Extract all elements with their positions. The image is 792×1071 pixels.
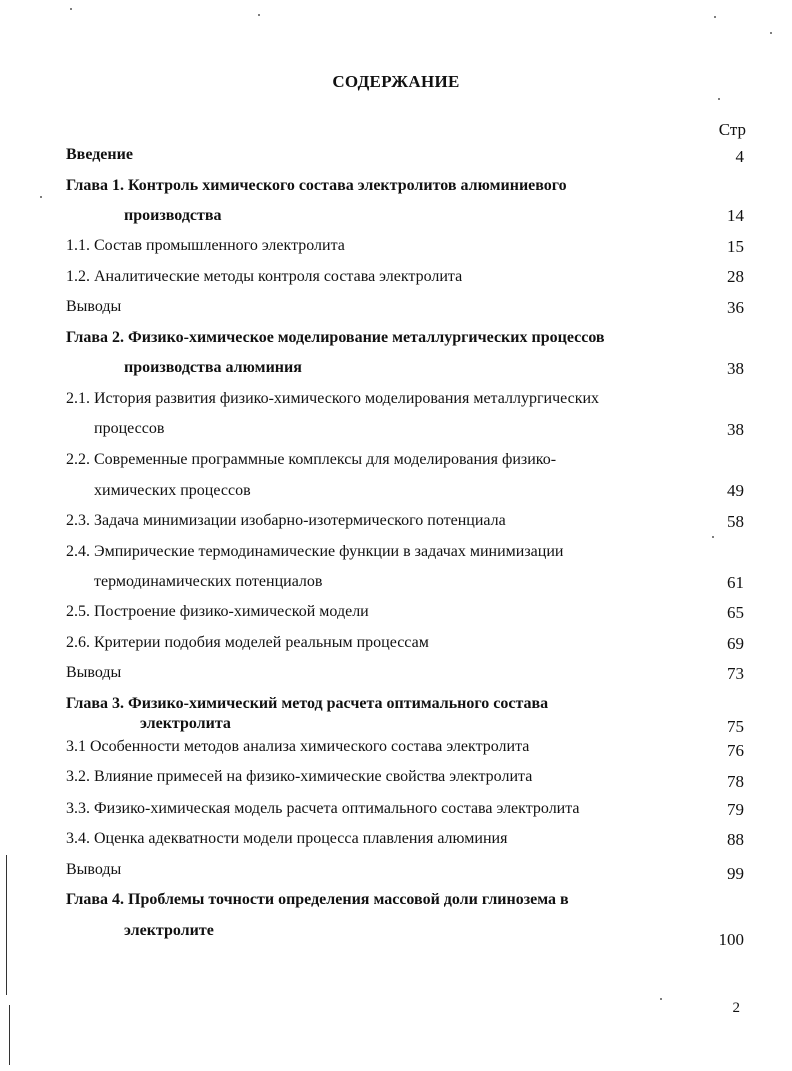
toc-page-3-2: 78 xyxy=(727,772,744,791)
scan-speck xyxy=(660,998,662,1000)
toc-entry-2-4-line2: термодинамических потенциалов xyxy=(94,573,323,590)
scan-speck xyxy=(40,196,42,198)
page-title: СОДЕРЖАНИЕ xyxy=(332,72,460,91)
toc-page-chapter-1: 14 xyxy=(727,206,744,225)
toc-entry-3-2: 3.2. Влияние примесей на физико-химические свойства электролита xyxy=(66,768,533,785)
toc-chapter-4-line2: электролите xyxy=(124,922,214,939)
scan-speck xyxy=(712,536,714,538)
toc-chapter-3-line2: электролита xyxy=(140,715,231,732)
toc-entry-3-4: 3.4. Оценка адекватности модели процесса плавления алюминия xyxy=(66,830,508,847)
scan-speck xyxy=(770,32,772,34)
toc-entry-conclusions-2: Выводы xyxy=(66,664,122,681)
toc-entry-conclusions-3: Выводы xyxy=(66,861,122,878)
toc-page-chapter-2: 38 xyxy=(727,359,744,378)
toc-entry-2-4-line1: 2.4. Эмпирические термодинамические функции в задачах минимизации xyxy=(66,543,564,560)
toc-entry-3-3: 3.3. Физико-химическая модель расчета оптимального состава электролита xyxy=(66,800,580,817)
toc-entry-intro: Введение xyxy=(66,146,133,163)
toc-page-2-6: 69 xyxy=(727,634,744,653)
scan-speck xyxy=(718,98,720,100)
footer-page-number: 2 xyxy=(732,1000,740,1016)
scan-speck xyxy=(70,8,72,10)
toc-page-conclusions-2: 73 xyxy=(727,664,744,683)
toc-page-chapter-3: 75 xyxy=(727,717,744,736)
toc-page-3-3: 79 xyxy=(727,800,744,819)
toc-page-2-3: 58 xyxy=(727,512,744,531)
toc-page-2-5: 65 xyxy=(727,603,744,622)
scan-speck xyxy=(714,16,716,18)
toc-entry-2-2-line2: химических процессов xyxy=(94,482,251,499)
toc-page-3-4: 88 xyxy=(727,830,744,849)
toc-page-2-2: 49 xyxy=(727,481,744,500)
toc-page-chapter-4: 100 xyxy=(718,930,744,949)
toc-entry-2-2-line1: 2.2. Современные программные комплексы для моделирования физико- xyxy=(66,451,557,468)
toc-entry-2-5: 2.5. Построение физико-химической модели xyxy=(66,603,369,620)
toc-entry-1-2: 1.2. Аналитические методы контроля состава электролита xyxy=(66,268,463,285)
toc-page-conclusions-1: 36 xyxy=(727,298,744,317)
toc-chapter-2-line2: производства алюминия xyxy=(124,359,302,376)
toc-page-intro: 4 xyxy=(735,147,744,166)
toc-page-1-2: 28 xyxy=(727,267,744,286)
toc-entry-2-1-line2: процессов xyxy=(94,420,165,437)
toc-page-3-1: 76 xyxy=(727,741,744,760)
toc-entry-conclusions-1: Выводы xyxy=(66,298,122,315)
toc-chapter-4-line1: Глава 4. Проблемы точности определения массовой доли глинозема в xyxy=(66,891,569,908)
page-column-label: Стр xyxy=(718,120,746,139)
toc-entry-1-1: 1.1. Состав промышленного электролита xyxy=(66,237,345,254)
scan-edge-line-lower xyxy=(9,1005,10,1065)
scan-speck xyxy=(258,14,260,16)
toc-chapter-3-line1: Глава 3. Физико-химический метод расчета оптимального состава xyxy=(66,695,549,712)
toc-entry-3-1: 3.1 Особенности методов анализа химического состава электролита xyxy=(66,738,530,755)
toc-page-2-1: 38 xyxy=(727,420,744,439)
toc-chapter-1-line1: Глава 1. Контроль химического состава электролитов алюминиевого xyxy=(66,177,567,194)
toc-page-conclusions-3: 99 xyxy=(727,864,744,883)
toc-entry-2-3: 2.3. Задача минимизации изобарно-изотермического потенциала xyxy=(66,512,506,529)
toc-entry-2-6: 2.6. Критерии подобия моделей реальным процессам xyxy=(66,634,429,651)
scan-edge-line xyxy=(6,855,7,995)
toc-entry-2-1-line1: 2.1. История развития физико-химического моделирования металлургических xyxy=(66,390,600,407)
toc-chapter-2-line1: Глава 2. Физико-химическое моделирование металлургических процессов xyxy=(66,329,605,346)
toc-page-1-1: 15 xyxy=(727,237,744,256)
toc-page-2-4: 61 xyxy=(727,573,744,592)
toc-chapter-1-line2: производства xyxy=(124,207,222,224)
